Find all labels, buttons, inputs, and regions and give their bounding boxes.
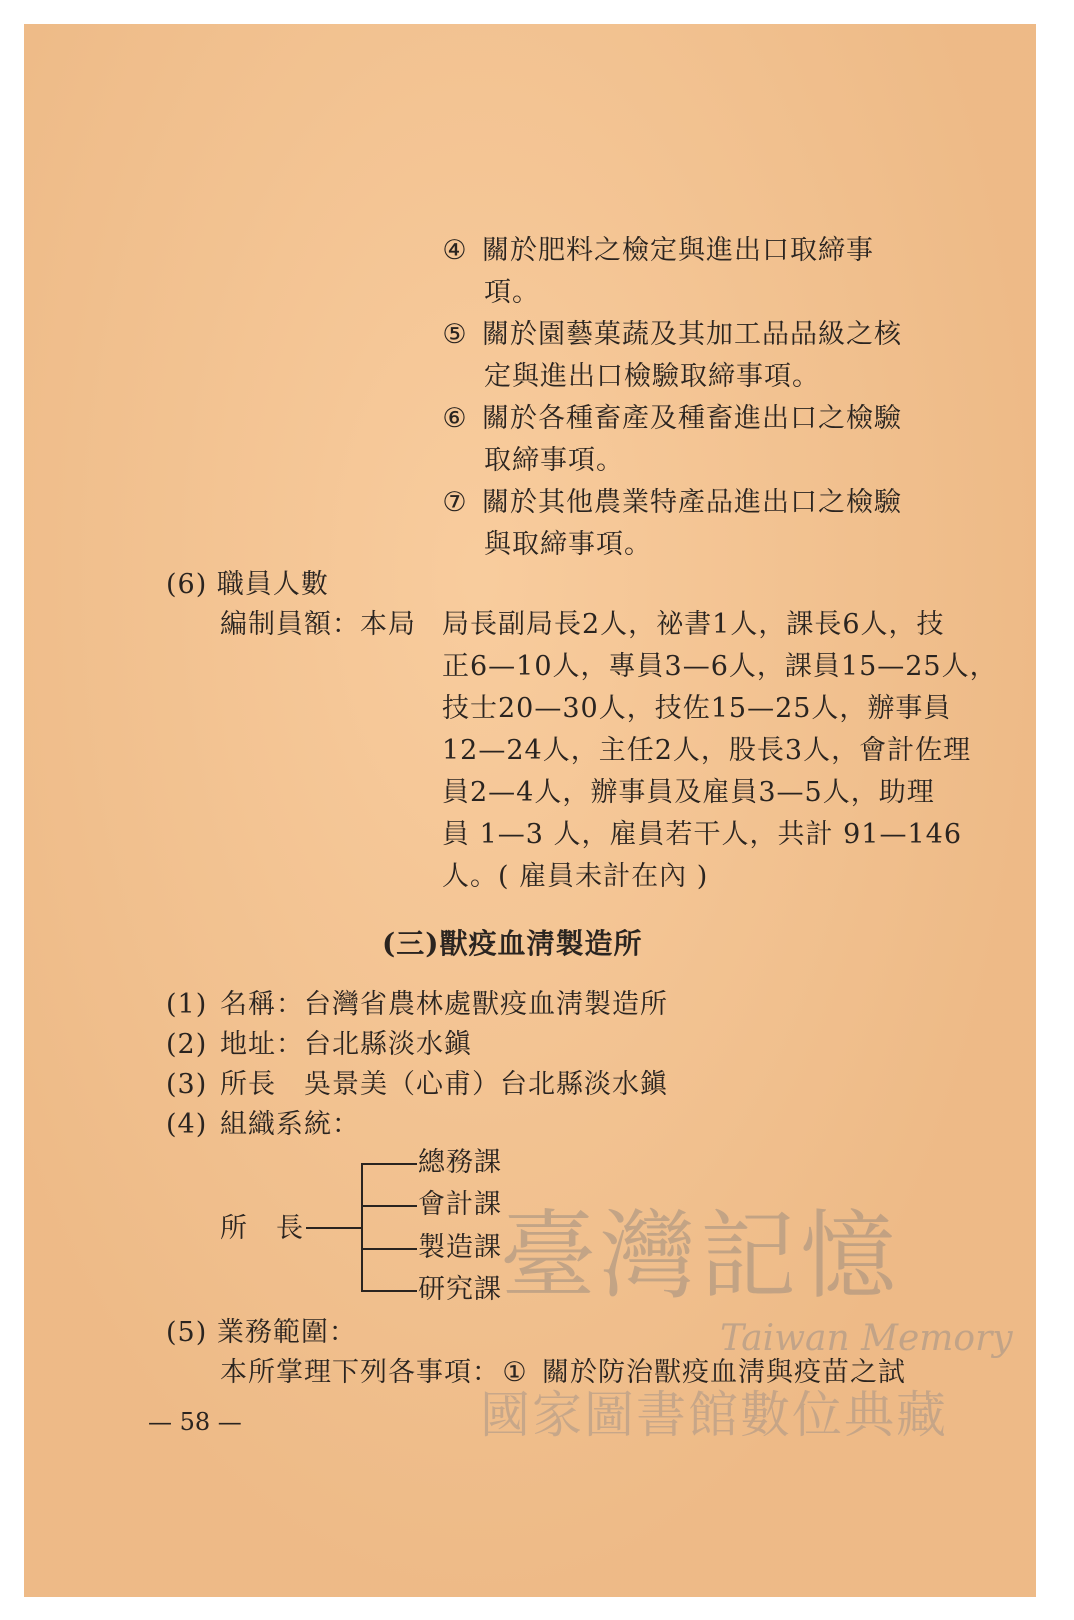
scope-heading: (5) 業務範圍：	[166, 1317, 357, 1348]
page-number: — 58 —	[148, 1408, 242, 1436]
staff-heading: (6) 職員人數	[166, 569, 329, 600]
org-branch-line-1	[361, 1163, 417, 1165]
item-4-cont: 項。	[484, 277, 540, 308]
watermark-library: 國家圖書館數位典藏	[480, 1386, 948, 1444]
staff-line-6: 員 1—3 人，雇員若干人，共計 91—146	[442, 819, 962, 850]
org-branch-line-4	[361, 1290, 417, 1292]
field-name: (1) 名稱：台灣省農林處獸疫血淸製造所	[166, 989, 668, 1020]
org-branch-line-2	[361, 1205, 417, 1207]
item-5-cont: 定與進出口檢驗取締事項。	[484, 361, 820, 392]
field-address: (2) 地址：台北縣淡水鎭	[166, 1029, 472, 1060]
org-branch-research: 研究課	[418, 1274, 502, 1305]
staff-line-7: 人。( 雇員未計在內 )	[442, 861, 709, 892]
item-6-cont: 取締事項。	[484, 445, 624, 476]
staff-line-2: 正6—10人，專員3—6人，課員15—25人，	[442, 651, 998, 682]
org-branch-line-3	[361, 1248, 417, 1250]
staff-line-1: 局長副局長2人，祕書1人，課長6人，技	[442, 609, 945, 640]
staff-line-5: 員2—4人，辦事員及雇員3—5人，助理	[442, 777, 935, 808]
org-trunk	[361, 1163, 363, 1291]
watermark-title: 臺灣記憶	[500, 1200, 900, 1312]
staff-line-3: 技士20—30人，技佐15—25人，辦事員	[442, 693, 952, 724]
field-org: (4) 組織系統：	[166, 1109, 360, 1140]
org-root-connector	[306, 1227, 362, 1229]
item-6: ⑥ 關於各種畜產及種畜進出口之檢驗	[442, 403, 902, 434]
item-4: ④ 關於肥料之檢定與進出口取締事	[442, 235, 874, 266]
item-7-cont: 與取締事項。	[484, 529, 652, 560]
scope-line: 本所掌理下列各事項：① 關於防治獸疫血淸與疫苗之試	[220, 1357, 906, 1388]
org-branch-general: 總務課	[418, 1147, 502, 1178]
org-branch-accounting: 會計課	[418, 1189, 502, 1220]
watermark-english: Taiwan Memory	[720, 1318, 1013, 1359]
staff-label: 編制員額：本局	[220, 609, 416, 640]
field-director: (3) 所長 吳景美（心甫）台北縣淡水鎭	[166, 1069, 668, 1100]
staff-line-4: 12—24人，主任2人，股長3人，會計佐理	[442, 735, 972, 766]
org-branch-manufacturing: 製造課	[418, 1232, 502, 1263]
item-5: ⑤ 關於園藝菓蔬及其加工品品級之核	[442, 319, 902, 350]
section-heading: (三)獸疫血淸製造所	[382, 927, 643, 960]
item-7: ⑦ 關於其他農業特產品進出口之檢驗	[442, 487, 902, 518]
org-root: 所 長	[220, 1213, 304, 1244]
